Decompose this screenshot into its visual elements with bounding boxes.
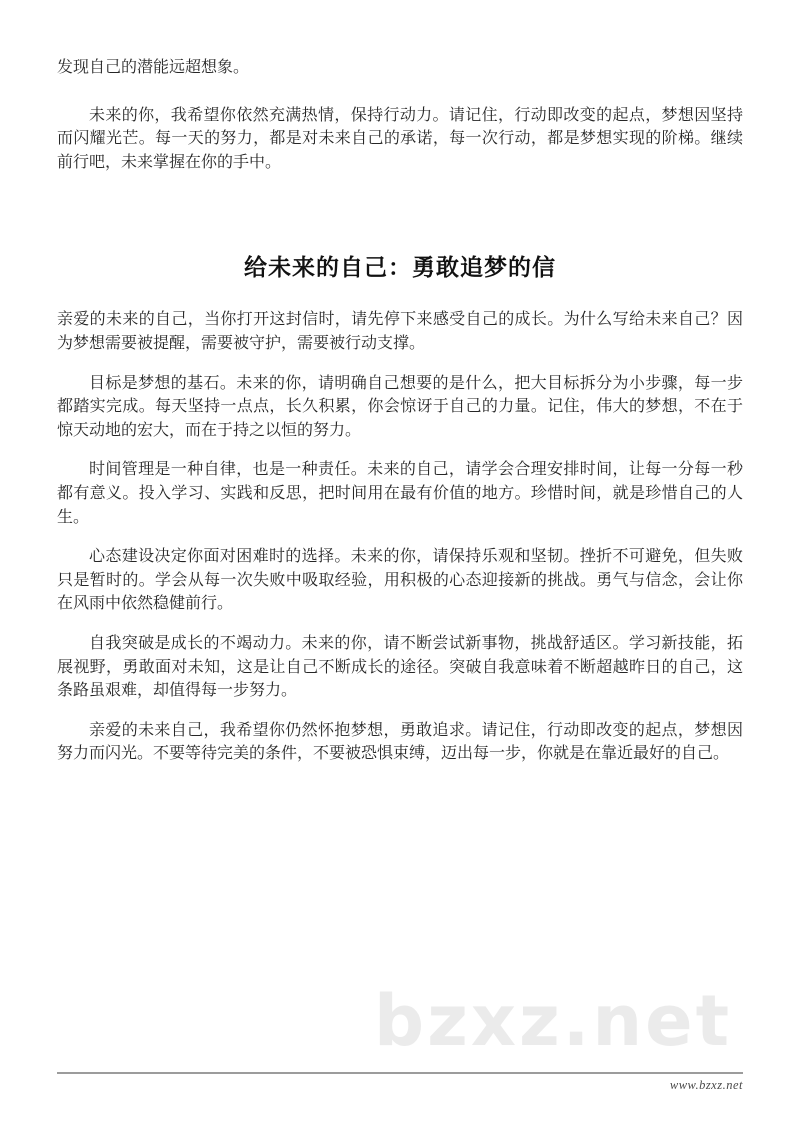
letter-paragraph-time-management: 时间管理是一种自律，也是一种责任。未来的自己，请学会合理安排时间，让每一分每一秒都有意义。投入学习、实践和反思，把时间用在最有价值的地方。珍惜时间，就是珍惜自己的人生。 (57, 461, 743, 526)
footer-divider (57, 1072, 743, 1074)
previous-letter-continuation-line: 发现自己的潜能远超想象。 (57, 59, 250, 76)
letter-paragraph-mindset: 心态建设决定你面对困难时的选择。未来的你，请保持乐观和坚韧。挫折不可避免，但失败只是暂时的。学会从每一次失败中吸取经验，用积极的心态迎接新的挑战。勇气与信念，会让你在风雨中依然稳健前行。 (57, 548, 743, 613)
watermark-text: bzxz.net (374, 980, 733, 1062)
letter-paragraph-goals: 目标是梦想的基石。未来的你，请明确自己想要的是什么，把大目标拆分为小步骤，每一步都踏实完成。每天坚持一点点，长久积累，你会惊讶于自己的力量。记住，伟大的梦想，不在于惊天动地的宏大，而在于持之以恒的努力。 (57, 374, 743, 439)
letter-title: 给未来的自己：勇敢追梦的信 (244, 254, 556, 281)
letter-paragraph-opening: 亲爱的未来的自己，当你打开这封信时，请先停下来感受自己的成长。为什么写给未来自己？因为梦想需要被提醒，需要被守护，需要被行动支撑。 (57, 311, 743, 352)
footer-site-url: www.bzxz.net (669, 1078, 743, 1092)
previous-letter-closing-paragraph: 未来的你，我希望你依然充满热情，保持行动力。请记住，行动即改变的起点，梦想因坚持而闪耀光芒。每一天的努力，都是对未来自己的承诺，每一次行动，都是梦想实现的阶梯。继续前行吧，未来掌握在你的手中。 (57, 106, 743, 171)
letter-paragraph-closing: 亲爱的未来自己，我希望你仍然怀抱梦想，勇敢追求。请记住，行动即改变的起点，梦想因努力而闪光。不要等待完美的条件，不要被恐惧束缚，迈出每一步，你就是在靠近最好的自己。 (57, 721, 743, 763)
letter-body (57, 56, 743, 766)
letter-paragraph-self-breakthrough: 自我突破是成长的不竭动力。未来的你，请不断尝试新事物，挑战舒适区。学习新技能，拓展视野，勇敢面对未知，这是让自己不断成长的途径。突破自我意味着不断超越昨日的自己，这条路虽艰难，却值得每一步努力。 (57, 634, 743, 700)
